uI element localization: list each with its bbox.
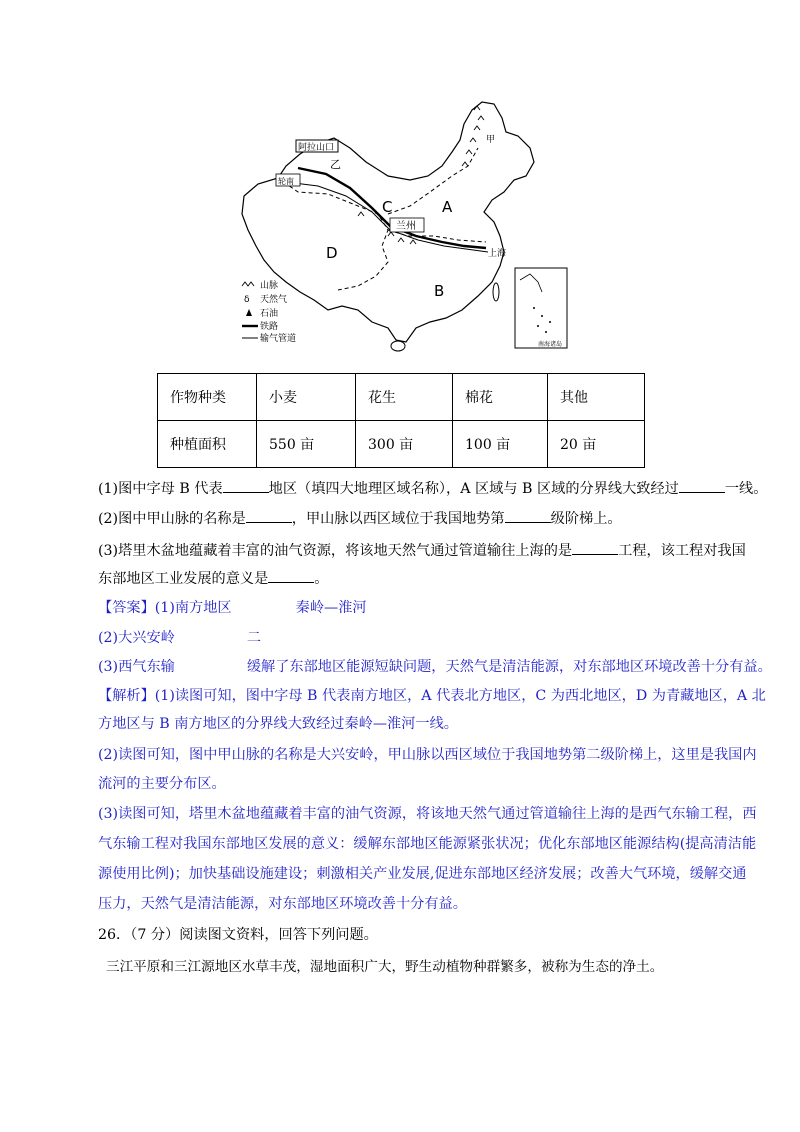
hainan-island	[391, 341, 405, 351]
question-2	[98, 508, 622, 529]
question-26-title: 26．（7 分）阅读图文资料，回答下列问题。	[98, 927, 378, 943]
answer-blank	[268, 568, 314, 583]
legend-label-gas: 天然气	[260, 295, 288, 305]
analysis-line-8: 压力，天然气是清洁能源，对东部地区环境改善十分有益。	[98, 896, 467, 912]
table-cell: 20 亩	[548, 421, 645, 468]
analysis-line-5: (3)读图可知，塔里木盆地蕴藏着丰富的油气资源，将该地天然气通过管道输往上海的是西气东输工程，西	[98, 806, 757, 822]
table-cell: 小麦	[257, 374, 356, 421]
label-lunnan: 轮南	[278, 177, 294, 186]
answer-blank	[223, 478, 269, 493]
pipeline-line	[286, 182, 488, 252]
region-boundary	[278, 178, 388, 290]
table-row	[158, 374, 645, 421]
northeast-boundary	[388, 148, 478, 214]
table-cell: 棉花	[453, 374, 548, 421]
question-text: (2)图中甲山脉的名称是	[98, 511, 246, 527]
question-text: (3)塔里木盆地蕴藏着丰富的油气资源，将该地天然气通过管道输往上海的是	[98, 543, 573, 559]
label-yi: 乙	[330, 158, 341, 171]
table-cell: 作物种类	[158, 374, 257, 421]
region-label-a: A	[442, 198, 453, 216]
answer-line-3	[98, 657, 772, 677]
region-label-d: D	[326, 244, 338, 262]
table-cell: 其他	[548, 374, 645, 421]
region-label-c: C	[382, 198, 393, 216]
legend-label-pipeline: 输气管道	[260, 334, 297, 344]
table-cell: 300 亩	[356, 421, 453, 468]
answer-text: (2)大兴安岭	[98, 630, 175, 646]
question-text: 级阶梯上。	[550, 511, 622, 527]
label-jia: 甲	[486, 135, 496, 145]
analysis-line-3: (2)读图可知，图中甲山脉的名称是大兴安岭，甲山脉以西区域位于我国地势第二级阶梯上，这里是我国内	[98, 747, 757, 763]
question-text: (1)图中字母 B 代表	[98, 481, 223, 497]
oil-icon	[246, 309, 252, 316]
region-label-b: B	[434, 282, 445, 300]
answer-line-1	[98, 598, 367, 618]
question-1	[98, 478, 767, 499]
answer-blank	[505, 508, 551, 523]
answer-text: 缓解了东部地区能源短缺问题，天然气是清洁能源，对东部地区环境改善十分有益。	[246, 659, 772, 675]
analysis-text: (1)读图可知，图中字母 B 代表南方地区，A 代表北方地区，C 为西北地区，D 为青藏地区，A 北	[154, 688, 766, 704]
china-map	[238, 96, 572, 354]
south-china-sea-inset	[515, 268, 567, 348]
crop-area-table	[157, 373, 645, 468]
answer-label: 【答案】	[98, 600, 155, 616]
legend-label-railway: 铁路	[260, 322, 279, 332]
question-text: 一线。	[724, 481, 768, 497]
table-cell: 100 亩	[453, 421, 548, 468]
table-cell: 550 亩	[257, 421, 356, 468]
question-3-cont	[98, 568, 328, 589]
label-inset: 南海诸岛	[538, 341, 563, 348]
answer-blank	[679, 478, 725, 493]
question-text: 地区（填四大地理区域名称），A 区域与 B 区域的分界线大致经过	[268, 481, 679, 497]
question-text: 工程，该工程对我国	[618, 543, 746, 559]
table-cell: 花生	[356, 374, 453, 421]
analysis-line-1	[98, 686, 766, 706]
question-text: ，甲山脉以西区域位于我国地势第	[291, 511, 505, 527]
answer-text: (1)南方地区	[154, 600, 232, 616]
table-cell: 种植面积	[158, 421, 257, 468]
china-map-figure	[238, 96, 572, 354]
legend-label-oil: 石油	[260, 309, 279, 319]
gas-icon: δ	[244, 295, 250, 305]
analysis-line-4: 流河的主要分布区。	[98, 776, 226, 792]
answer-text: 秦岭—淮河	[295, 600, 367, 616]
map-legend	[242, 279, 296, 344]
label-alashankou: 阿拉山口	[298, 143, 335, 153]
answer-blank	[572, 540, 618, 555]
table-row	[158, 421, 645, 468]
mountain-icon	[242, 282, 254, 286]
answer-text: (3)西气东输	[98, 659, 175, 675]
analysis-line-6: 气东输工程对我国东部地区发展的意义：缓解东部地区能源紧张状况；优化东部地区能源结构(提高清洁能	[98, 836, 757, 852]
taiwan-island	[493, 283, 499, 301]
question-26-text: 三江平原和三江源地区水草丰茂，湿地面积广大，野生动植物种群繁多，被称为生态的净土。	[106, 959, 664, 975]
analysis-line-7: 源使用比例)；加快基础设施建设；刺激相关产业发展,促进东部地区经济发展；改善大气环境，缓解交通	[98, 866, 747, 882]
question-text: 东部地区工业发展的意义是	[98, 571, 269, 587]
question-text: 。	[314, 571, 329, 587]
question-3	[98, 540, 746, 561]
answer-line-2	[98, 628, 261, 648]
analysis-line-2: 方地区与 B 南方地区的分界线大致经过秦岭—淮河一线。	[98, 716, 458, 732]
label-shanghai: 上海	[488, 249, 507, 259]
label-lanzhou: 兰州	[396, 221, 416, 232]
answer-blank	[246, 508, 292, 523]
analysis-label: 【解析】	[98, 688, 155, 704]
answer-text: 二	[246, 630, 262, 646]
legend-label-mountain: 山脉	[260, 281, 279, 291]
